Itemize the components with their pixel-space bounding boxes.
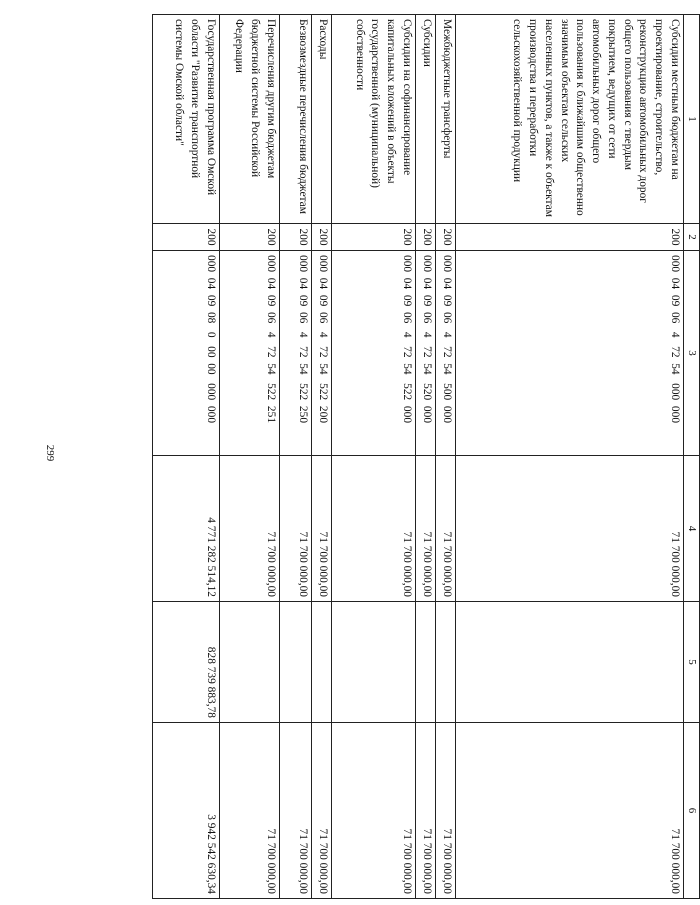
- row-code: 200: [436, 224, 456, 251]
- row-value-col4: 71 700 000,00: [456, 456, 683, 602]
- header-col-3: 3: [683, 251, 699, 456]
- row-kbk: 000 04 09 06 4 72 54 522 251: [219, 251, 279, 456]
- budget-table: [152, 14, 700, 899]
- row-name: Субсидии на софинансирование капитальных вложений в объекты государственной (муниципальной) собственности: [332, 15, 416, 224]
- row-value-col4: 71 700 000,00: [311, 456, 331, 602]
- row-value-col6: 71 700 000,00: [219, 723, 279, 899]
- row-name: Перечисления другим бюджетам бюджетной системы Российской Федерации: [219, 15, 279, 224]
- header-row: [683, 15, 699, 899]
- row-value-col6: 71 700 000,00: [279, 723, 311, 899]
- row-value-col4: 71 700 000,00: [415, 456, 435, 602]
- row-name: Субсидии местным бюджетам на проектирование, строительство, реконструкцию автомобильных дорог общего пользования с твердым покрытием, ведущих от сети автомобильных дорог общего пользования к ближайшим общественно значимым объектам сельских населенных пунктов, а также к объектам производства и переработки сельскохозяйственной продукции: [456, 15, 683, 224]
- row-value-col4: 71 700 000,00: [279, 456, 311, 602]
- row-value-col6: 71 700 000,00: [436, 723, 456, 899]
- table-row: [153, 15, 220, 899]
- table-row: [311, 15, 331, 899]
- header-col-2: 2: [683, 224, 699, 251]
- row-kbk: 000 04 09 06 4 72 54 522 000: [332, 251, 416, 456]
- row-value-col5: [436, 602, 456, 723]
- row-value-col6: 71 700 000,00: [332, 723, 416, 899]
- table-row: [279, 15, 311, 899]
- row-value-col4: 4 771 282 514,12: [153, 456, 220, 602]
- row-value-col6: 71 700 000,00: [311, 723, 331, 899]
- row-code: 200: [332, 224, 416, 251]
- row-value-col5: [332, 602, 416, 723]
- header-col-1: 1: [683, 15, 699, 224]
- table-row: [436, 15, 456, 899]
- table-row: [415, 15, 435, 899]
- row-value-col6: 3 942 542 630,34: [153, 723, 220, 899]
- row-value-col5: [219, 602, 279, 723]
- row-name: Расходы: [311, 15, 331, 224]
- row-value-col4: 71 700 000,00: [436, 456, 456, 602]
- row-code: 200: [219, 224, 279, 251]
- row-name: Безвозмездные перечисления бюджетам: [279, 15, 311, 224]
- row-value-col4: 71 700 000,00: [219, 456, 279, 602]
- row-kbk: 000 04 09 06 4 72 54 000 000: [456, 251, 683, 456]
- page-number-text: 299: [44, 444, 56, 462]
- rotated-page-content: [152, 14, 700, 898]
- row-value-col5: [456, 602, 683, 723]
- row-value-col5: [415, 602, 435, 723]
- row-name: Субсидии: [415, 15, 435, 224]
- row-value-col6: 71 700 000,00: [456, 723, 683, 899]
- row-code: 200: [456, 224, 683, 251]
- page-number: [40, 444, 60, 462]
- row-name: Государственная программа Омской области "Развитие транспортной системы Омской области": [153, 15, 220, 224]
- row-value-col4: 71 700 000,00: [332, 456, 416, 602]
- row-kbk: 000 04 09 06 4 72 54 500 000: [436, 251, 456, 456]
- table-row: [332, 15, 416, 899]
- row-name: Межбюджетные трансферты: [436, 15, 456, 224]
- row-value-col5: [279, 602, 311, 723]
- row-code: 200: [279, 224, 311, 251]
- row-kbk: 000 04 09 06 4 72 54 522 250: [279, 251, 311, 456]
- row-code: 200: [311, 224, 331, 251]
- row-value-col5: 828 739 883,78: [153, 602, 220, 723]
- row-value-col5: [311, 602, 331, 723]
- header-col-4: 4: [683, 456, 699, 602]
- row-value-col6: 71 700 000,00: [415, 723, 435, 899]
- row-code: 200: [415, 224, 435, 251]
- row-kbk: 000 04 09 08 0 00 00 000 000: [153, 251, 220, 456]
- table-row: [219, 15, 279, 899]
- table-row: [456, 15, 683, 899]
- row-kbk: 000 04 09 06 4 72 54 522 200: [311, 251, 331, 456]
- row-code: 200: [153, 224, 220, 251]
- row-kbk: 000 04 09 06 4 72 54 520 000: [415, 251, 435, 456]
- header-col-5: 5: [683, 602, 699, 723]
- header-col-6: 6: [683, 723, 699, 899]
